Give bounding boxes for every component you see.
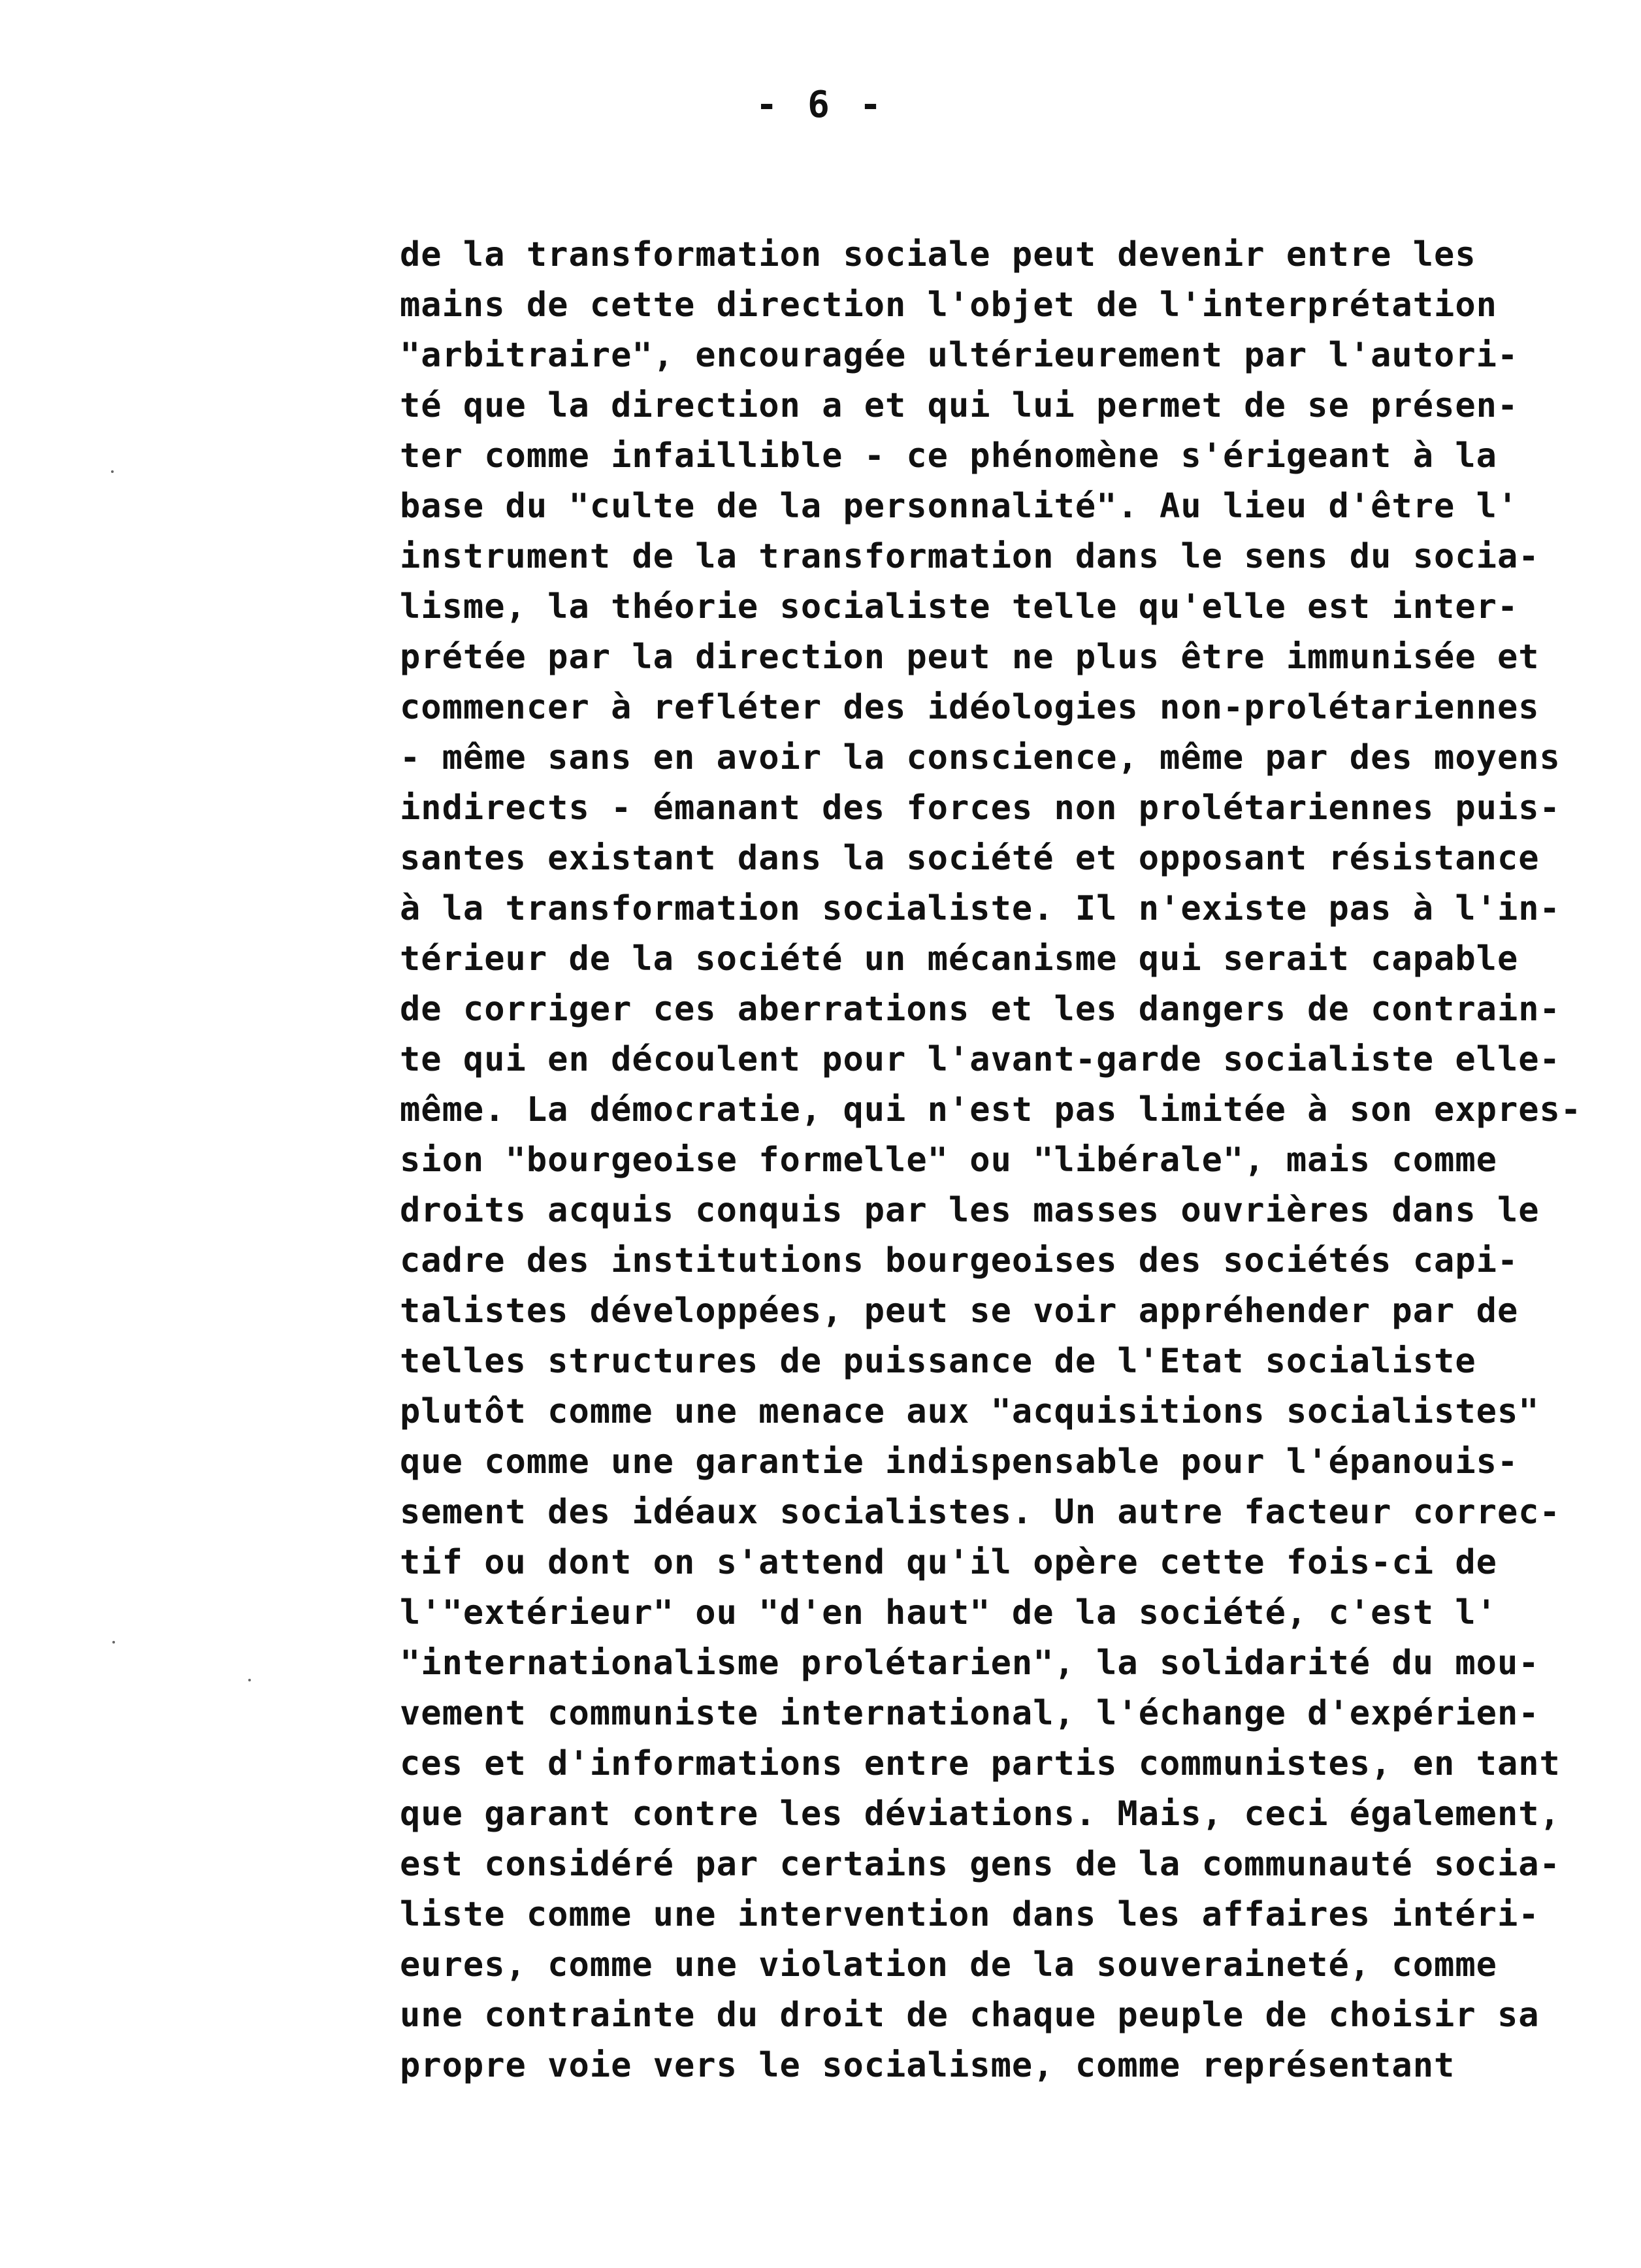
scan-speck [112, 1641, 115, 1644]
text-line: une contrainte du droit de chaque peuple de choisir sa [400, 1996, 1540, 2035]
text-line: sement des idéaux socialistes. Un autre facteur correc- [400, 1493, 1561, 1532]
scan-speck [111, 470, 114, 473]
text-line: te qui en découlent pour l'avant-garde socialiste elle- [400, 1040, 1561, 1079]
text-line: à la transformation socialiste. Il n'existe pas à l'in- [400, 889, 1561, 928]
text-line: talistes développées, peut se voir appréhender par de [400, 1291, 1519, 1331]
text-line: l'"extérieur" ou "d'en haut" de la société, c'est l' [400, 1593, 1497, 1632]
text-line: térieur de la société un mécanisme qui serait capable [400, 939, 1519, 979]
text-line: - même sans en avoir la conscience, même par des moyens [400, 738, 1561, 777]
text-line: plutôt comme une menace aux "acquisitions socialistes" [400, 1392, 1540, 1431]
text-line: "arbitraire", encouragée ultérieurement par l'autori- [400, 336, 1519, 375]
text-line: commencer à refléter des idéologies non-prolétariennes [400, 688, 1540, 727]
page-number: - 6 - [755, 84, 886, 126]
text-line: instrument de la transformation dans le sens du socia- [400, 537, 1540, 576]
body-text [400, 230, 1582, 2091]
text-line: propre voie vers le socialisme, comme représentant [400, 2046, 1455, 2085]
text-line: de la transformation sociale peut devenir entre les [400, 235, 1476, 274]
text-line: santes existant dans la société et opposant résistance [400, 839, 1540, 878]
text-line: té que la direction a et qui lui permet de se présen- [400, 386, 1519, 425]
text-line: indirects - émanant des forces non prolétariennes puis- [400, 788, 1561, 828]
text-line: est considéré par certains gens de la communauté socia- [400, 1845, 1561, 1884]
text-line: ter comme infaillible - ce phénomène s'érigeant à la [400, 436, 1497, 476]
text-line: droits acquis conquis par les masses ouvrières dans le [400, 1191, 1540, 1230]
scan-speck [248, 1679, 251, 1681]
text-line: que comme une garantie indispensable pour l'épanouis- [400, 1442, 1519, 1482]
text-line: de corriger ces aberrations et les dangers de contrain- [400, 990, 1561, 1029]
text-line: sion "bourgeoise formelle" ou "libérale", mais comme [400, 1141, 1497, 1180]
text-line: liste comme une intervention dans les affaires intéri- [400, 1895, 1540, 1934]
text-line: "internationalisme prolétarien", la solidarité du mou- [400, 1644, 1540, 1683]
text-line: que garant contre les déviations. Mais, ceci également, [400, 1794, 1561, 1834]
text-line: telles structures de puissance de l'Etat socialiste [400, 1342, 1476, 1381]
text-line: eures, comme une violation de la souveraineté, comme [400, 1945, 1497, 1984]
text-line: cadre des institutions bourgeoises des sociétés capi- [400, 1241, 1519, 1280]
text-line: tif ou dont on s'attend qu'il opère cette fois-ci de [400, 1543, 1497, 1582]
text-line: mains de cette direction l'objet de l'interprétation [400, 285, 1497, 325]
text-line: vement communiste international, l'échange d'expérien- [400, 1694, 1540, 1733]
text-line: ces et d'informations entre partis communistes, en tant [400, 1744, 1561, 1783]
text-line: prétée par la direction peut ne plus être immunisée et [400, 638, 1540, 677]
text-line: même. La démocratie, qui n'est pas limitée à son expres- [400, 1090, 1582, 1129]
text-line: lisme, la théorie socialiste telle qu'elle est inter- [400, 587, 1519, 626]
text-line: base du "culte de la personnalité". Au lieu d'être l' [400, 487, 1519, 526]
